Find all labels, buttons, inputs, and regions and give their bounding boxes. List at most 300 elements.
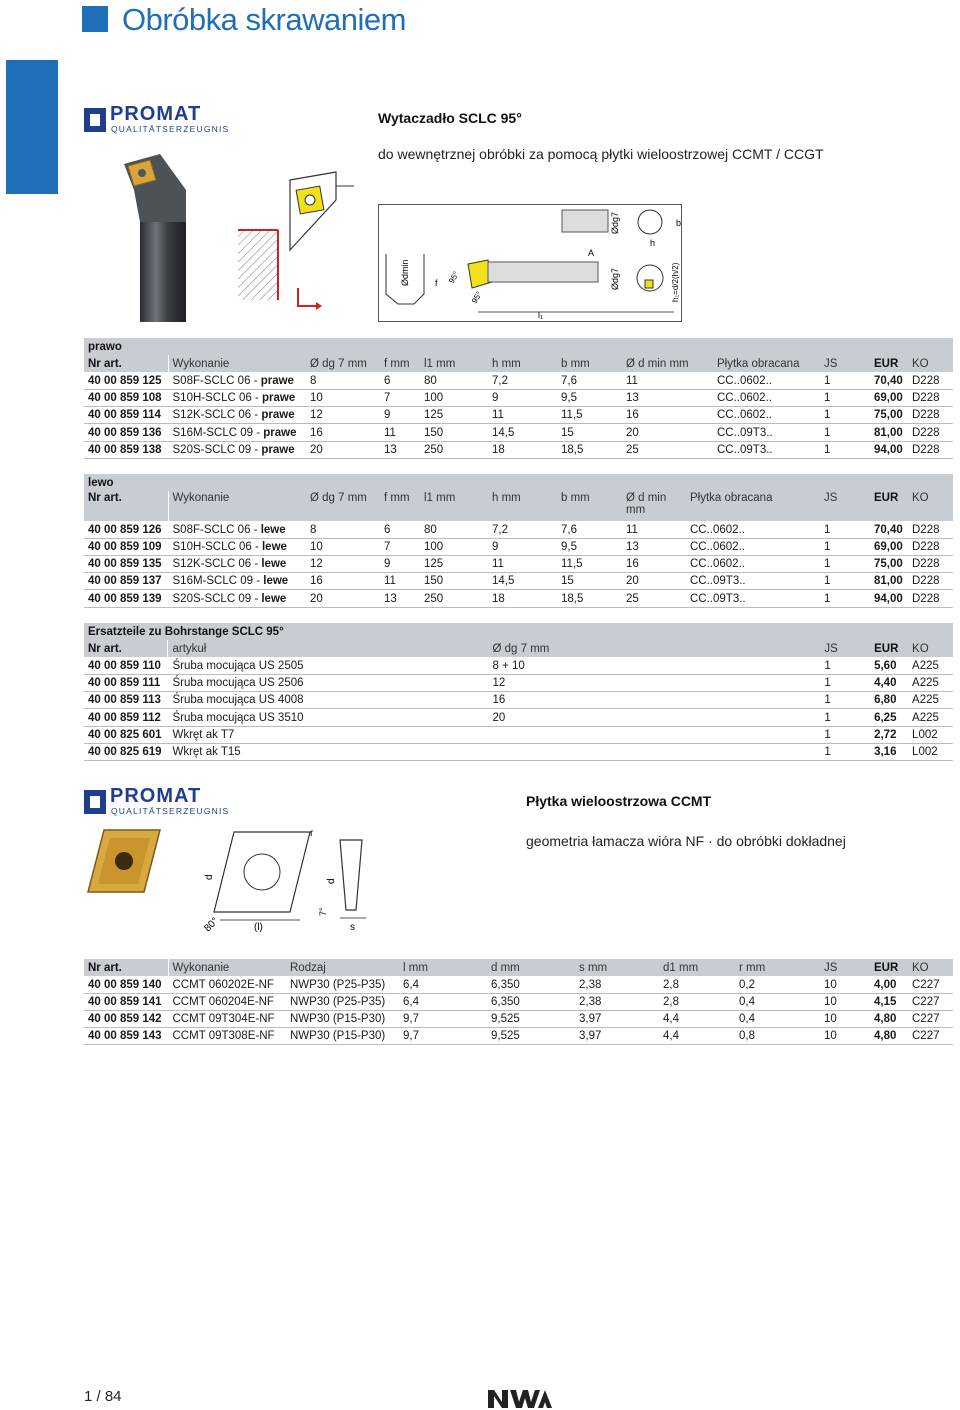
cell-dmin: 25 <box>622 441 713 458</box>
label-h: h <box>650 238 656 248</box>
cell-ko: L002 <box>908 726 953 743</box>
cell-dg7: 8 + 10 <box>489 657 821 674</box>
cell-nr: 40 00 859 141 <box>84 993 168 1010</box>
col-ko: KO <box>908 640 953 657</box>
cell-ko: D228 <box>908 556 953 573</box>
cell-js: 1 <box>820 692 870 709</box>
col-b: b mm <box>557 491 622 521</box>
cell-wykonanie-side: prawe <box>263 426 297 439</box>
cell-dmin: 11 <box>622 521 686 538</box>
promat-logo-subtitle: QUALITÄTSERZEUGNIS <box>111 124 230 134</box>
table-row <box>84 424 953 441</box>
cell-wykonanie-code: S10H-SCLC 06 - <box>172 392 262 405</box>
cell-eur: 4,00 <box>870 976 908 993</box>
cell-artykul: Śruba mocująca US 2506 <box>168 675 489 692</box>
cell-s: 3,97 <box>575 1011 659 1028</box>
table-header <box>84 355 953 372</box>
col-f: f mm <box>380 491 420 521</box>
col-js: JS <box>820 959 870 976</box>
cell-nr: 40 00 859 108 <box>84 390 168 407</box>
cell-f: 11 <box>380 573 420 590</box>
cell-nr: 40 00 859 111 <box>84 675 168 692</box>
cell-js: 1 <box>820 424 870 441</box>
cell-f: 13 <box>380 441 420 458</box>
page-title: Obróbka skrawaniem <box>122 2 406 37</box>
table-row <box>84 590 953 607</box>
cell-d1: 2,8 <box>659 993 735 1010</box>
cell-ko: A225 <box>908 675 953 692</box>
label-dmin: Ødmin <box>400 259 410 286</box>
cell-dg7 <box>489 726 821 743</box>
cell-wykonanie-code: S08F-SCLC 06 - <box>172 523 261 536</box>
promat-logo-subtitle: QUALITÄTSERZEUGNIS <box>111 806 230 816</box>
cell-wykonanie: CCMT 09T308E-NF <box>168 1028 286 1045</box>
cell-js: 1 <box>820 441 870 458</box>
cell-ko: D228 <box>908 590 953 607</box>
cell-rodzaj: NWP30 (P25-P35) <box>286 976 399 993</box>
table-row <box>84 407 953 424</box>
section2-subtitle: geometria łamacza wióra NF · do obróbki dokładnej <box>526 833 846 849</box>
cell-wykonanie <box>168 441 306 458</box>
table-row <box>84 538 953 555</box>
cell-js: 1 <box>820 407 870 424</box>
cell-wykonanie <box>168 521 306 538</box>
table-row <box>84 675 953 692</box>
cell-f: 7 <box>380 390 420 407</box>
cell-dg7: 16 <box>306 573 380 590</box>
cell-b: 7,6 <box>557 372 622 389</box>
cell-plytka: CC..0602.. <box>686 521 820 538</box>
cell-b: 15 <box>557 573 622 590</box>
cell-dg7: 20 <box>306 590 380 607</box>
col-eur: EUR <box>870 491 908 521</box>
cell-wykonanie-code: S10H-SCLC 06 - <box>172 540 262 553</box>
cell-dmin: 13 <box>622 390 713 407</box>
cell-js: 1 <box>820 390 870 407</box>
col-f: f mm <box>380 355 420 372</box>
cell-l1: 100 <box>420 538 488 555</box>
cell-nr: 40 00 859 136 <box>84 424 168 441</box>
cell-nr: 40 00 859 143 <box>84 1028 168 1045</box>
col-r: r mm <box>735 959 820 976</box>
cell-dg7: 20 <box>489 709 821 726</box>
cell-r: 0,4 <box>735 1011 820 1028</box>
cell-wykonanie: CCMT 060204E-NF <box>168 993 286 1010</box>
insert-drawing <box>190 820 400 940</box>
label-h1: h₁=d/2(h/2) <box>671 262 680 302</box>
cell-dg7: 16 <box>489 692 821 709</box>
cell-dg7: 10 <box>306 390 380 407</box>
cell-h: 9 <box>488 390 557 407</box>
col-eur: EUR <box>870 355 908 372</box>
col-ko: KO <box>908 491 953 521</box>
cell-ko: D228 <box>908 390 953 407</box>
cell-f: 9 <box>380 556 420 573</box>
cell-wykonanie-side: prawe <box>260 374 294 387</box>
table-row <box>84 692 953 709</box>
cell-wykonanie-side: lewe <box>261 558 287 571</box>
table-row <box>84 521 953 538</box>
col-dg7: Ø dg 7 mm <box>306 355 380 372</box>
cell-h: 11 <box>488 407 557 424</box>
nwa-logo <box>488 1390 552 1408</box>
band-label: prawo <box>84 338 953 355</box>
cell-h: 7,2 <box>488 372 557 389</box>
cell-h: 9 <box>488 538 557 555</box>
cutting-head-drawing <box>238 160 368 320</box>
cell-l1: 100 <box>420 390 488 407</box>
label-odg7-bottom: Ødg7 <box>610 267 620 290</box>
cell-plytka: CC..0602.. <box>686 556 820 573</box>
cell-dmin: 16 <box>622 556 686 573</box>
cell-js: 10 <box>820 993 870 1010</box>
cell-f: 13 <box>380 590 420 607</box>
cell-nr: 40 00 825 619 <box>84 743 168 760</box>
cell-h: 14,5 <box>488 424 557 441</box>
cell-wykonanie <box>168 424 306 441</box>
label-angle-95-a: 95° <box>446 270 461 285</box>
table-header <box>84 640 953 657</box>
col-artykul: artykuł <box>168 640 489 657</box>
cell-artykul: Śruba mocująca US 3510 <box>168 709 489 726</box>
cell-ko: D228 <box>908 424 953 441</box>
technical-drawing <box>378 204 682 322</box>
header-square <box>82 6 108 32</box>
col-js: JS <box>820 355 870 372</box>
cell-h: 18 <box>488 441 557 458</box>
cell-s: 2,38 <box>575 976 659 993</box>
cell-wykonanie-code: S16M-SCLC 09 - <box>172 426 264 439</box>
cell-artykul: Śruba mocująca US 2505 <box>168 657 489 674</box>
col-dmin-line2: mm <box>626 504 646 517</box>
cell-l1: 80 <box>420 372 488 389</box>
table-row <box>84 743 953 760</box>
cell-l: 6,4 <box>399 993 487 1010</box>
table-row <box>84 1028 953 1045</box>
cell-l1: 250 <box>420 441 488 458</box>
label-angle-95-b: 95° <box>469 290 484 305</box>
cell-js: 1 <box>820 675 870 692</box>
cell-eur: 69,00 <box>870 390 908 407</box>
side-color-bar <box>6 60 58 194</box>
cell-plytka: CC..09T3.. <box>686 573 820 590</box>
cell-wykonanie-code: S20S-SCLC 09 - <box>172 592 262 605</box>
cell-artykul: Wkręt ak T7 <box>168 726 489 743</box>
cell-ko: D228 <box>908 441 953 458</box>
cell-nr: 40 00 859 138 <box>84 441 168 458</box>
cell-nr: 40 00 859 135 <box>84 556 168 573</box>
cell-l1: 80 <box>420 521 488 538</box>
col-js: JS <box>820 640 870 657</box>
cell-nr: 40 00 859 113 <box>84 692 168 709</box>
table-row <box>84 556 953 573</box>
cell-d1: 4,4 <box>659 1028 735 1045</box>
cell-plytka: CC..09T3.. <box>713 441 820 458</box>
col-ko: KO <box>908 959 953 976</box>
cell-ko: D228 <box>908 372 953 389</box>
cell-nr: 40 00 859 125 <box>84 372 168 389</box>
table-row <box>84 976 953 993</box>
cell-wykonanie-side: prawe <box>261 409 295 422</box>
cell-rodzaj: NWP30 (P15-P30) <box>286 1028 399 1045</box>
cell-js: 1 <box>820 573 870 590</box>
cell-d: 6,350 <box>487 993 575 1010</box>
cell-wykonanie <box>168 556 306 573</box>
cell-artykul: Śruba mocująca US 4008 <box>168 692 489 709</box>
cell-r: 0,4 <box>735 993 820 1010</box>
cell-rodzaj: NWP30 (P15-P30) <box>286 1011 399 1028</box>
cell-b: 7,6 <box>557 521 622 538</box>
col-h: h mm <box>488 355 557 372</box>
promat-logo-mark <box>84 108 106 132</box>
col-l1: l1 mm <box>420 355 488 372</box>
cell-wykonanie: CCMT 060202E-NF <box>168 976 286 993</box>
cell-eur: 70,40 <box>870 521 908 538</box>
label-f: f <box>435 278 438 288</box>
promat-logo-mark <box>84 790 106 814</box>
col-plytka: Płytka obracana <box>686 491 820 521</box>
cell-eur: 94,00 <box>870 590 908 607</box>
cell-dg7: 12 <box>489 675 821 692</box>
cell-d: 9,525 <box>487 1011 575 1028</box>
cell-wykonanie <box>168 538 306 555</box>
table-row <box>84 709 953 726</box>
cell-js: 1 <box>820 556 870 573</box>
cell-wykonanie-side: lewe <box>261 540 287 553</box>
cell-f: 11 <box>380 424 420 441</box>
cell-dmin: 25 <box>622 590 686 607</box>
cell-ko: D228 <box>908 573 953 590</box>
cell-l1: 150 <box>420 573 488 590</box>
cell-wykonanie-side: prawe <box>261 443 295 456</box>
cell-eur: 81,00 <box>870 424 908 441</box>
table-row <box>84 390 953 407</box>
cell-eur: 6,80 <box>870 692 908 709</box>
table-row <box>84 993 953 1010</box>
band-label: Ersatzteile zu Bohrstange SCLC 95° <box>84 623 953 640</box>
cell-plytka: CC..0602.. <box>713 390 820 407</box>
cell-wykonanie <box>168 573 306 590</box>
label-a: A <box>588 248 595 258</box>
cell-h: 11 <box>488 556 557 573</box>
cell-js: 1 <box>820 709 870 726</box>
cell-ko: A225 <box>908 692 953 709</box>
cell-wykonanie <box>168 590 306 607</box>
cell-nr: 40 00 859 110 <box>84 657 168 674</box>
cell-eur: 6,25 <box>870 709 908 726</box>
table-row <box>84 441 953 458</box>
label-s: s <box>350 922 355 933</box>
cell-dg7: 20 <box>306 441 380 458</box>
cell-nr: 40 00 859 139 <box>84 590 168 607</box>
cell-plytka: CC..09T3.. <box>686 590 820 607</box>
cell-dg7: 8 <box>306 372 380 389</box>
col-wykonanie: Wykonanie <box>168 491 306 521</box>
table-lewo <box>84 474 953 608</box>
cell-eur: 81,00 <box>870 573 908 590</box>
col-dmin: Ø d min mm <box>622 355 713 372</box>
col-wykonanie: Wykonanie <box>168 355 306 372</box>
cell-js: 10 <box>820 976 870 993</box>
cell-l: 9,7 <box>399 1028 487 1045</box>
cell-s: 2,38 <box>575 993 659 1010</box>
promat-logo <box>84 103 234 136</box>
cell-wykonanie-code: S12K-SCLC 06 - <box>172 558 262 571</box>
cell-ko: A225 <box>908 657 953 674</box>
cell-dg7: 12 <box>306 556 380 573</box>
table-ccmt <box>84 959 953 1045</box>
cell-dmin: 11 <box>622 372 713 389</box>
col-d1: d1 mm <box>659 959 735 976</box>
section1-title: Wytaczadło SCLC 95° <box>378 110 522 126</box>
cell-l1: 125 <box>420 407 488 424</box>
cell-wykonanie <box>168 372 306 389</box>
col-l: l mm <box>399 959 487 976</box>
col-b: b mm <box>557 355 622 372</box>
cell-wykonanie-side: lewe <box>263 575 289 588</box>
col-dg7: Ø dg 7 mm <box>489 640 821 657</box>
col-s: s mm <box>575 959 659 976</box>
cell-wykonanie: CCMT 09T304E-NF <box>168 1011 286 1028</box>
cell-wykonanie-side: lewe <box>261 592 287 605</box>
table-prawo <box>84 338 953 459</box>
cell-eur: 5,60 <box>870 657 908 674</box>
cell-ko: C227 <box>908 976 953 993</box>
band-label: lewo <box>84 474 953 491</box>
col-nr: Nr art. <box>84 491 168 521</box>
cell-r: 0,2 <box>735 976 820 993</box>
cell-b: 9,5 <box>557 390 622 407</box>
page-number: 1 / 84 <box>84 1388 122 1405</box>
cell-js: 1 <box>820 743 870 760</box>
label-80: 80° <box>202 915 221 935</box>
band-prawo <box>84 338 953 355</box>
cell-nr: 40 00 859 114 <box>84 407 168 424</box>
cell-dmin: 20 <box>622 573 686 590</box>
col-dmin-line1: Ø d min <box>626 492 667 505</box>
cell-b: 18,5 <box>557 441 622 458</box>
promat-logo-name: PROMAT <box>110 785 202 807</box>
label-l1: l₁ <box>538 310 544 320</box>
cell-d1: 2,8 <box>659 976 735 993</box>
table-spares <box>84 623 953 761</box>
cell-h: 14,5 <box>488 573 557 590</box>
label-odg7-top: Ødg7 <box>610 211 620 234</box>
col-l1: l1 mm <box>420 491 488 521</box>
cell-dg7: 10 <box>306 538 380 555</box>
band-lewo <box>84 474 953 491</box>
table-row <box>84 372 953 389</box>
cell-eur: 70,40 <box>870 372 908 389</box>
table-row <box>84 657 953 674</box>
cell-l1: 250 <box>420 590 488 607</box>
cell-nr: 40 00 859 137 <box>84 573 168 590</box>
boring-bar-photo <box>120 150 200 322</box>
cell-wykonanie-code: S16M-SCLC 09 - <box>172 575 264 588</box>
cell-plytka: CC..0602.. <box>713 407 820 424</box>
cell-js: 1 <box>820 657 870 674</box>
cell-d1: 4,4 <box>659 1011 735 1028</box>
label-r: r <box>310 828 314 839</box>
cell-ko: A225 <box>908 709 953 726</box>
cell-wykonanie-code: S20S-SCLC 09 - <box>172 443 262 456</box>
cell-js: 1 <box>820 521 870 538</box>
cell-l1: 125 <box>420 556 488 573</box>
label-b: b <box>676 218 682 228</box>
cell-b: 11,5 <box>557 556 622 573</box>
cell-wykonanie-code: S08F-SCLC 06 - <box>172 374 261 387</box>
band-spares <box>84 623 953 640</box>
cell-f: 6 <box>380 521 420 538</box>
cell-ko: L002 <box>908 743 953 760</box>
table-row <box>84 726 953 743</box>
label-d: d <box>204 874 215 880</box>
cell-dg7: 12 <box>306 407 380 424</box>
cell-eur: 75,00 <box>870 556 908 573</box>
cell-dmin: 13 <box>622 538 686 555</box>
insert-photo <box>84 826 164 896</box>
cell-dg7: 16 <box>306 424 380 441</box>
cell-l1: 150 <box>420 424 488 441</box>
table-row <box>84 1011 953 1028</box>
cell-ko: D228 <box>908 521 953 538</box>
cell-eur: 4,80 <box>870 1011 908 1028</box>
cell-eur: 4,40 <box>870 675 908 692</box>
cell-plytka: CC..0602.. <box>713 372 820 389</box>
table-row <box>84 573 953 590</box>
cell-dmin: 20 <box>622 424 713 441</box>
cell-ko: C227 <box>908 1028 953 1045</box>
cell-rodzaj: NWP30 (P25-P35) <box>286 993 399 1010</box>
cell-h: 7,2 <box>488 521 557 538</box>
cell-dg7: 8 <box>306 521 380 538</box>
cell-eur: 94,00 <box>870 441 908 458</box>
cell-h: 18 <box>488 590 557 607</box>
cell-ko: C227 <box>908 1011 953 1028</box>
cell-f: 7 <box>380 538 420 555</box>
cell-nr: 40 00 859 140 <box>84 976 168 993</box>
cell-wykonanie-side: lewe <box>260 523 286 536</box>
cell-ko: D228 <box>908 407 953 424</box>
col-nr: Nr art. <box>84 355 168 372</box>
col-plytka: Płytka obracana <box>713 355 820 372</box>
cell-dg7 <box>489 743 821 760</box>
cell-s: 3,97 <box>575 1028 659 1045</box>
cell-wykonanie <box>168 407 306 424</box>
cell-l: 6,4 <box>399 976 487 993</box>
col-ko: KO <box>908 355 953 372</box>
col-dmin <box>622 491 686 521</box>
col-eur: EUR <box>870 959 908 976</box>
table-header <box>84 491 953 521</box>
cell-nr: 40 00 825 601 <box>84 726 168 743</box>
label-l: (l) <box>254 922 263 933</box>
cell-eur: 4,15 <box>870 993 908 1010</box>
cell-b: 15 <box>557 424 622 441</box>
cell-nr: 40 00 859 112 <box>84 709 168 726</box>
cell-nr: 40 00 859 126 <box>84 521 168 538</box>
col-h: h mm <box>488 491 557 521</box>
cell-eur: 75,00 <box>870 407 908 424</box>
cell-js: 1 <box>820 372 870 389</box>
col-nr: Nr art. <box>84 640 168 657</box>
cell-js: 10 <box>820 1028 870 1045</box>
cell-ko: C227 <box>908 993 953 1010</box>
cell-d: 9,525 <box>487 1028 575 1045</box>
cell-nr: 40 00 859 109 <box>84 538 168 555</box>
cell-f: 6 <box>380 372 420 389</box>
cell-eur: 4,80 <box>870 1028 908 1045</box>
